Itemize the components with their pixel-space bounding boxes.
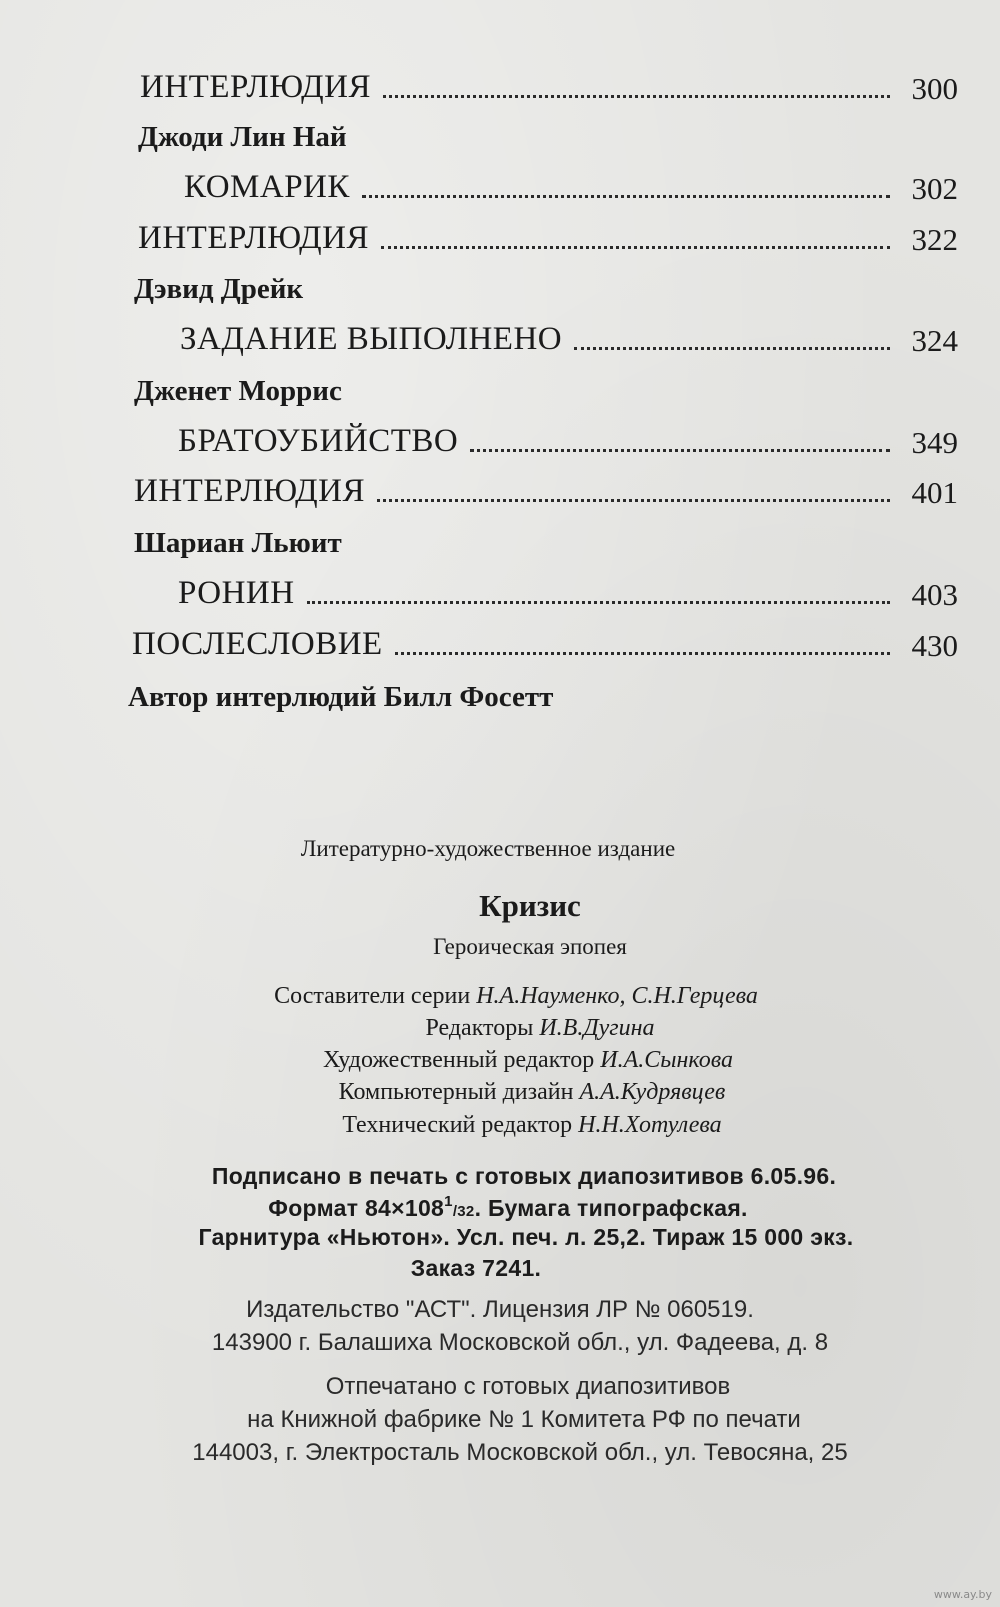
toc-entry-title: ИНТЕРЛЮДИЯ (138, 220, 370, 256)
toc-author: Джоди Лин Най (138, 121, 347, 153)
toc-leader-dots (377, 499, 890, 502)
credit-role: Технический редактор (342, 1112, 573, 1138)
publisher-license: Издательство "АСТ". Лицензия ЛР № 060519. (246, 1296, 754, 1323)
format-prefix: Формат 84 (268, 1195, 392, 1221)
toc-entry-title: ПОСЛЕСЛОВИЕ (132, 626, 383, 662)
signed-to-print: Подписано в печать с готовых диапозитивов 6.05.96. (211, 1163, 837, 1189)
toc-entry-title: ИНТЕРЛЮДИЯ (134, 473, 366, 509)
toc-leader-dots (362, 195, 890, 198)
toc-entry-title: ИНТЕРЛЮДИЯ (140, 69, 372, 105)
toc-entry (0, 414, 1000, 458)
edition-type: Литературно-художественное издание (300, 836, 676, 861)
toc-entry (0, 60, 1000, 104)
toc-entry-page: 430 (911, 628, 958, 663)
credit-role: Компьютерный дизайн (338, 1079, 574, 1105)
credit-name: И.В.Дугина (539, 1015, 655, 1041)
toc-entry (0, 617, 1000, 661)
credit-line (28, 1047, 1000, 1074)
toc-entry (0, 566, 1000, 610)
toc-leader-dots (383, 95, 890, 98)
toc-entry-page: 324 (911, 323, 958, 358)
order-number: Заказ 7241. (410, 1255, 542, 1281)
toc-entry (0, 160, 1000, 204)
toc-entry-page: 322 (911, 222, 958, 257)
toc-entry-title: БРАТОУБИЙСТВО (178, 423, 459, 459)
toc-leader-dots (395, 652, 890, 655)
credit-name: А.А.Кудрявцев (579, 1079, 726, 1105)
toc-author: Автор интерлюдий Билл Фосетт (128, 681, 554, 713)
toc-author: Шариан Льюит (134, 527, 342, 559)
format-fraction: /32 (452, 1203, 475, 1220)
toc-leader-dots (574, 347, 890, 350)
site-watermark: www.ay.by (933, 1588, 992, 1601)
credit-name: Н.Н.Хотулева (578, 1112, 722, 1138)
format-suffix: . Бумага типографская. (474, 1195, 748, 1221)
credit-role: Составители серии (274, 983, 471, 1009)
credit-line (32, 1079, 1000, 1106)
toc-entry-page: 403 (911, 577, 958, 612)
credit-role: Редакторы (425, 1015, 534, 1041)
credit-line (32, 1112, 1000, 1139)
toc-entry-title: КОМАРИК (184, 169, 350, 205)
credit-line (40, 1015, 1000, 1042)
toc-entry-page: 300 (911, 71, 958, 106)
toc-entry (0, 211, 1000, 255)
toc-entry-title: ЗАДАНИЕ ВЫПОЛНЕНО (180, 321, 563, 357)
printer-factory: на Книжной фабрике № 1 Комитета РФ по печати (247, 1406, 801, 1433)
toc-leader-dots (470, 449, 890, 452)
printer-line: Отпечатано с готовых диапозитивов (325, 1373, 731, 1400)
toc-entry-page: 349 (911, 425, 958, 460)
toc-leader-dots (307, 601, 890, 604)
publisher-address: 143900 г. Балашиха Московской обл., ул. Фадеева, д. 8 (211, 1329, 829, 1356)
toc-entry (0, 464, 1000, 508)
toc-leader-dots (381, 246, 890, 249)
format-number: 108 (404, 1195, 445, 1221)
book-subtitle: Героическая эпопея (433, 934, 627, 959)
format-superscript: 1 (444, 1193, 453, 1210)
printer-address: 144003, г. Электросталь Московской обл., ул. Тевосяна, 25 (192, 1439, 848, 1466)
format-line (8, 1193, 1000, 1222)
credit-name: Н.А.Науменко, С.Н.Герцева (476, 983, 758, 1009)
book-title: Кризис (479, 888, 581, 923)
toc-entry-page: 401 (911, 475, 958, 510)
credit-line (16, 983, 1000, 1010)
typeface-line: Гарнитура «Ньютон». Усл. печ. л. 25,2. Тираж 15 000 экз. (198, 1224, 854, 1250)
toc-author: Дженет Моррис (134, 375, 342, 407)
toc-entry-title: РОНИН (178, 575, 295, 611)
toc-entry (0, 312, 1000, 356)
toc-entry-page: 302 (911, 171, 958, 206)
credit-name: И.А.Сынкова (600, 1047, 733, 1073)
credit-role: Художественный редактор (323, 1047, 595, 1073)
toc-author: Дэвид Дрейк (134, 273, 304, 305)
format-cross: × (391, 1195, 405, 1221)
